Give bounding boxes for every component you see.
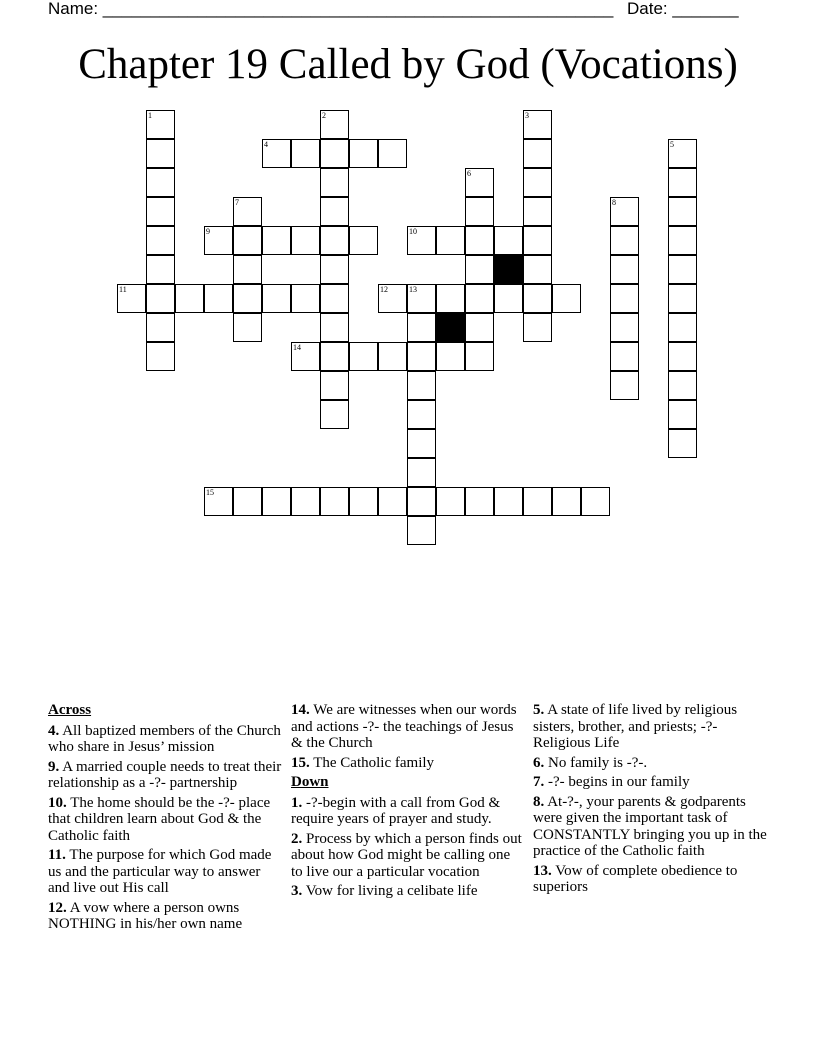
across-clue bbox=[48, 900, 282, 933]
crossword-cell[interactable] bbox=[523, 168, 552, 197]
across-clue bbox=[291, 755, 523, 772]
crossword-cell[interactable] bbox=[262, 226, 291, 255]
crossword-cell[interactable] bbox=[523, 487, 552, 516]
across-clue bbox=[48, 759, 282, 792]
clue-number: 14. bbox=[291, 702, 310, 718]
clue-number-label: 12 bbox=[380, 285, 388, 294]
clue-number: 8. bbox=[533, 793, 545, 810]
clue-number: 1. bbox=[291, 794, 303, 811]
crossword-cell[interactable] bbox=[668, 168, 697, 197]
crossword-cell[interactable] bbox=[320, 226, 349, 255]
across-clue bbox=[48, 723, 282, 756]
down-clue bbox=[533, 702, 769, 752]
crossword-cell[interactable] bbox=[407, 487, 436, 516]
crossword-cell[interactable] bbox=[320, 284, 349, 313]
crossword-cell[interactable] bbox=[668, 139, 697, 168]
clue-text: Vow for living a celibate life bbox=[305, 883, 478, 899]
crossword-cell[interactable] bbox=[407, 226, 436, 255]
crossword-cell[interactable] bbox=[436, 342, 465, 371]
down-clue bbox=[533, 774, 769, 791]
across-clue bbox=[291, 702, 523, 752]
crossword-cell[interactable] bbox=[175, 284, 204, 313]
clue-number: 15. bbox=[291, 754, 310, 771]
down-clue bbox=[533, 755, 769, 772]
crossword-cell[interactable] bbox=[349, 487, 378, 516]
clue-text: The purpose for which God made us and the particular way to answer and live out His call bbox=[48, 847, 272, 896]
clue-number: 9. bbox=[48, 758, 60, 775]
crossword-cell[interactable] bbox=[465, 255, 494, 284]
clue-number: 4. bbox=[48, 722, 60, 739]
clue-text: We are witnesses when our words and actions -?- the teachings of Jesus & the Church bbox=[291, 702, 517, 751]
crossword-cell[interactable] bbox=[233, 226, 262, 255]
crossword-cell[interactable] bbox=[523, 110, 552, 139]
crossword-cell[interactable] bbox=[668, 255, 697, 284]
clue-text: Process by which a person finds out about how God might be calling one to live our a particular vocation bbox=[291, 830, 522, 880]
down-heading: Down bbox=[291, 774, 329, 790]
clue-text: -?- begins in our family bbox=[548, 774, 690, 790]
crossword-cell[interactable] bbox=[610, 197, 639, 226]
crossword-cell[interactable] bbox=[494, 284, 523, 313]
crossword-cell[interactable] bbox=[320, 255, 349, 284]
crossword-cell[interactable] bbox=[320, 139, 349, 168]
crossword-cell[interactable] bbox=[320, 197, 349, 226]
crossword-cell[interactable] bbox=[117, 284, 146, 313]
clue-number-label: 2 bbox=[322, 111, 326, 120]
crossword-cell[interactable] bbox=[291, 487, 320, 516]
clue-number-label: 1 bbox=[148, 111, 152, 120]
crossword-cell[interactable] bbox=[291, 226, 320, 255]
crossword-cell[interactable] bbox=[320, 487, 349, 516]
crossword-cell[interactable] bbox=[349, 342, 378, 371]
crossword-cell[interactable] bbox=[204, 487, 233, 516]
clue-number: 5. bbox=[533, 702, 545, 718]
down-clue bbox=[291, 795, 523, 828]
crossword-cell[interactable] bbox=[465, 342, 494, 371]
across-heading: Across bbox=[48, 702, 92, 718]
crossword-cell[interactable] bbox=[552, 284, 581, 313]
clue-number-label: 3 bbox=[525, 111, 529, 120]
crossword-cell[interactable] bbox=[233, 284, 262, 313]
crossword-cell[interactable] bbox=[552, 487, 581, 516]
crossword-cell[interactable] bbox=[146, 284, 175, 313]
clues-column-2 bbox=[291, 702, 523, 903]
clue-text: A state of life lived by religious sisters, brother, and priests; -?- Religious Life bbox=[533, 702, 738, 751]
crossword-cell[interactable] bbox=[146, 255, 175, 284]
crossword-cell[interactable] bbox=[581, 487, 610, 516]
crossword-cell[interactable] bbox=[146, 168, 175, 197]
crossword-cell[interactable] bbox=[668, 429, 697, 458]
crossword-cell[interactable] bbox=[320, 371, 349, 400]
crossword-cell[interactable] bbox=[146, 226, 175, 255]
crossword-cell[interactable] bbox=[233, 255, 262, 284]
crossword-cell[interactable] bbox=[668, 371, 697, 400]
crossword-cell[interactable] bbox=[407, 342, 436, 371]
down-clue bbox=[291, 883, 523, 900]
clue-text: At-?-, your parents & godparents were given the important task of CONSTANTLY bringing you up in the practice of the Catholic faith bbox=[533, 793, 767, 859]
crossword-cell[interactable] bbox=[523, 255, 552, 284]
clue-number-label: 11 bbox=[119, 285, 127, 294]
crossword-cell[interactable] bbox=[407, 458, 436, 487]
crossword-cell[interactable] bbox=[465, 313, 494, 342]
crossword-cell[interactable] bbox=[407, 284, 436, 313]
clue-number-label: 6 bbox=[467, 169, 471, 178]
clue-number-label: 13 bbox=[409, 285, 417, 294]
clues-column-1 bbox=[48, 702, 282, 936]
clue-text: All baptized members of the Church who share in Jesus’ mission bbox=[48, 722, 281, 755]
clue-text: -?-begin with a call from God & require years of prayer and study. bbox=[291, 794, 501, 827]
crossword-cell[interactable] bbox=[262, 284, 291, 313]
crossword-cell[interactable] bbox=[349, 139, 378, 168]
crossword-block-cell bbox=[436, 313, 465, 342]
clue-number: 7. bbox=[533, 774, 545, 790]
crossword-cell[interactable] bbox=[523, 284, 552, 313]
crossword-cell[interactable] bbox=[610, 313, 639, 342]
crossword-cell[interactable] bbox=[146, 313, 175, 342]
crossword-cell[interactable] bbox=[146, 342, 175, 371]
crossword-cell[interactable] bbox=[436, 284, 465, 313]
down-clue bbox=[533, 863, 769, 896]
crossword-cell[interactable] bbox=[523, 313, 552, 342]
clue-number: 10. bbox=[48, 794, 67, 811]
crossword-cell[interactable] bbox=[146, 139, 175, 168]
crossword-cell[interactable] bbox=[465, 168, 494, 197]
clue-number: 12. bbox=[48, 899, 67, 916]
down-clue bbox=[291, 831, 523, 881]
clue-number-label: 15 bbox=[206, 488, 214, 497]
crossword-cell[interactable] bbox=[291, 284, 320, 313]
crossword-block-cell bbox=[494, 255, 523, 284]
crossword-cell[interactable] bbox=[465, 487, 494, 516]
crossword-cell[interactable] bbox=[291, 342, 320, 371]
crossword-cell[interactable] bbox=[668, 342, 697, 371]
crossword-cell[interactable] bbox=[465, 284, 494, 313]
crossword-cell[interactable] bbox=[668, 226, 697, 255]
date-label: Date: _______ bbox=[627, 0, 739, 18]
crossword-cell[interactable] bbox=[204, 226, 233, 255]
crossword-cell[interactable] bbox=[610, 342, 639, 371]
crossword-cell[interactable] bbox=[320, 110, 349, 139]
crossword-cell[interactable] bbox=[407, 313, 436, 342]
crossword-cell[interactable] bbox=[407, 371, 436, 400]
crossword-cell[interactable] bbox=[523, 197, 552, 226]
crossword-cell[interactable] bbox=[233, 313, 262, 342]
crossword-cell[interactable] bbox=[494, 487, 523, 516]
crossword-cell[interactable] bbox=[320, 313, 349, 342]
crossword-cell[interactable] bbox=[668, 197, 697, 226]
clue-text: A vow where a person owns NOTHING in his/her own name bbox=[48, 899, 243, 932]
clue-number-label: 9 bbox=[206, 227, 210, 236]
crossword-cell[interactable] bbox=[262, 139, 291, 168]
crossword-cell[interactable] bbox=[320, 168, 349, 197]
down-clue bbox=[533, 794, 769, 860]
crossword-cell[interactable] bbox=[204, 284, 233, 313]
clue-number-label: 10 bbox=[409, 227, 417, 236]
across-clue bbox=[48, 847, 282, 897]
clues-column-3 bbox=[533, 702, 769, 899]
crossword-cell[interactable] bbox=[523, 139, 552, 168]
crossword-cell[interactable] bbox=[610, 255, 639, 284]
crossword-cell[interactable] bbox=[610, 226, 639, 255]
clue-text: The home should be the -?- place that children learn about God & the Catholic faith bbox=[48, 794, 271, 844]
clue-text: The Catholic family bbox=[313, 754, 435, 771]
crossword-cell[interactable] bbox=[668, 400, 697, 429]
clue-text: A married couple needs to treat their relationship as a -?- partnership bbox=[48, 758, 282, 791]
crossword-cell[interactable] bbox=[523, 226, 552, 255]
clue-number-label: 8 bbox=[612, 198, 616, 207]
crossword-cell[interactable] bbox=[610, 284, 639, 313]
crossword-cell[interactable] bbox=[378, 487, 407, 516]
crossword-cell[interactable] bbox=[146, 110, 175, 139]
clue-number-label: 7 bbox=[235, 198, 239, 207]
crossword-cell[interactable] bbox=[378, 284, 407, 313]
crossword-cell[interactable] bbox=[146, 197, 175, 226]
crossword-cell[interactable] bbox=[320, 400, 349, 429]
crossword-cell[interactable] bbox=[465, 197, 494, 226]
crossword-cell[interactable] bbox=[291, 139, 320, 168]
crossword-cell[interactable] bbox=[407, 516, 436, 545]
clue-text: Vow of complete obedience to superiors bbox=[533, 862, 738, 895]
crossword-cell[interactable] bbox=[378, 139, 407, 168]
clue-text: No family is -?-. bbox=[548, 754, 648, 771]
crossword-cell[interactable] bbox=[407, 429, 436, 458]
clue-number: 2. bbox=[291, 830, 303, 847]
clue-number: 6. bbox=[533, 754, 545, 771]
crossword-cell[interactable] bbox=[407, 400, 436, 429]
across-clue bbox=[48, 795, 282, 845]
clue-number-label: 4 bbox=[264, 140, 268, 149]
crossword-cell[interactable] bbox=[436, 487, 465, 516]
clue-number: 3. bbox=[291, 883, 303, 899]
clue-number-label: 14 bbox=[293, 343, 301, 352]
crossword-cell[interactable] bbox=[668, 313, 697, 342]
crossword-cell[interactable] bbox=[349, 226, 378, 255]
crossword-cell[interactable] bbox=[668, 284, 697, 313]
crossword-cell[interactable] bbox=[436, 226, 465, 255]
crossword-cell[interactable] bbox=[610, 371, 639, 400]
crossword-cell[interactable] bbox=[494, 226, 523, 255]
crossword-cell[interactable] bbox=[320, 342, 349, 371]
crossword-cell[interactable] bbox=[233, 487, 262, 516]
crossword-cell[interactable] bbox=[465, 226, 494, 255]
crossword-cell[interactable] bbox=[378, 342, 407, 371]
clue-number: 11. bbox=[48, 847, 66, 863]
page-title: Chapter 19 Called by God (Vocations) bbox=[78, 41, 738, 88]
clue-number-label: 5 bbox=[670, 140, 674, 149]
crossword-cell[interactable] bbox=[233, 197, 262, 226]
crossword-cell[interactable] bbox=[262, 487, 291, 516]
clue-number: 13. bbox=[533, 862, 552, 879]
name-label: Name: ______________________________________________________ bbox=[48, 0, 614, 18]
